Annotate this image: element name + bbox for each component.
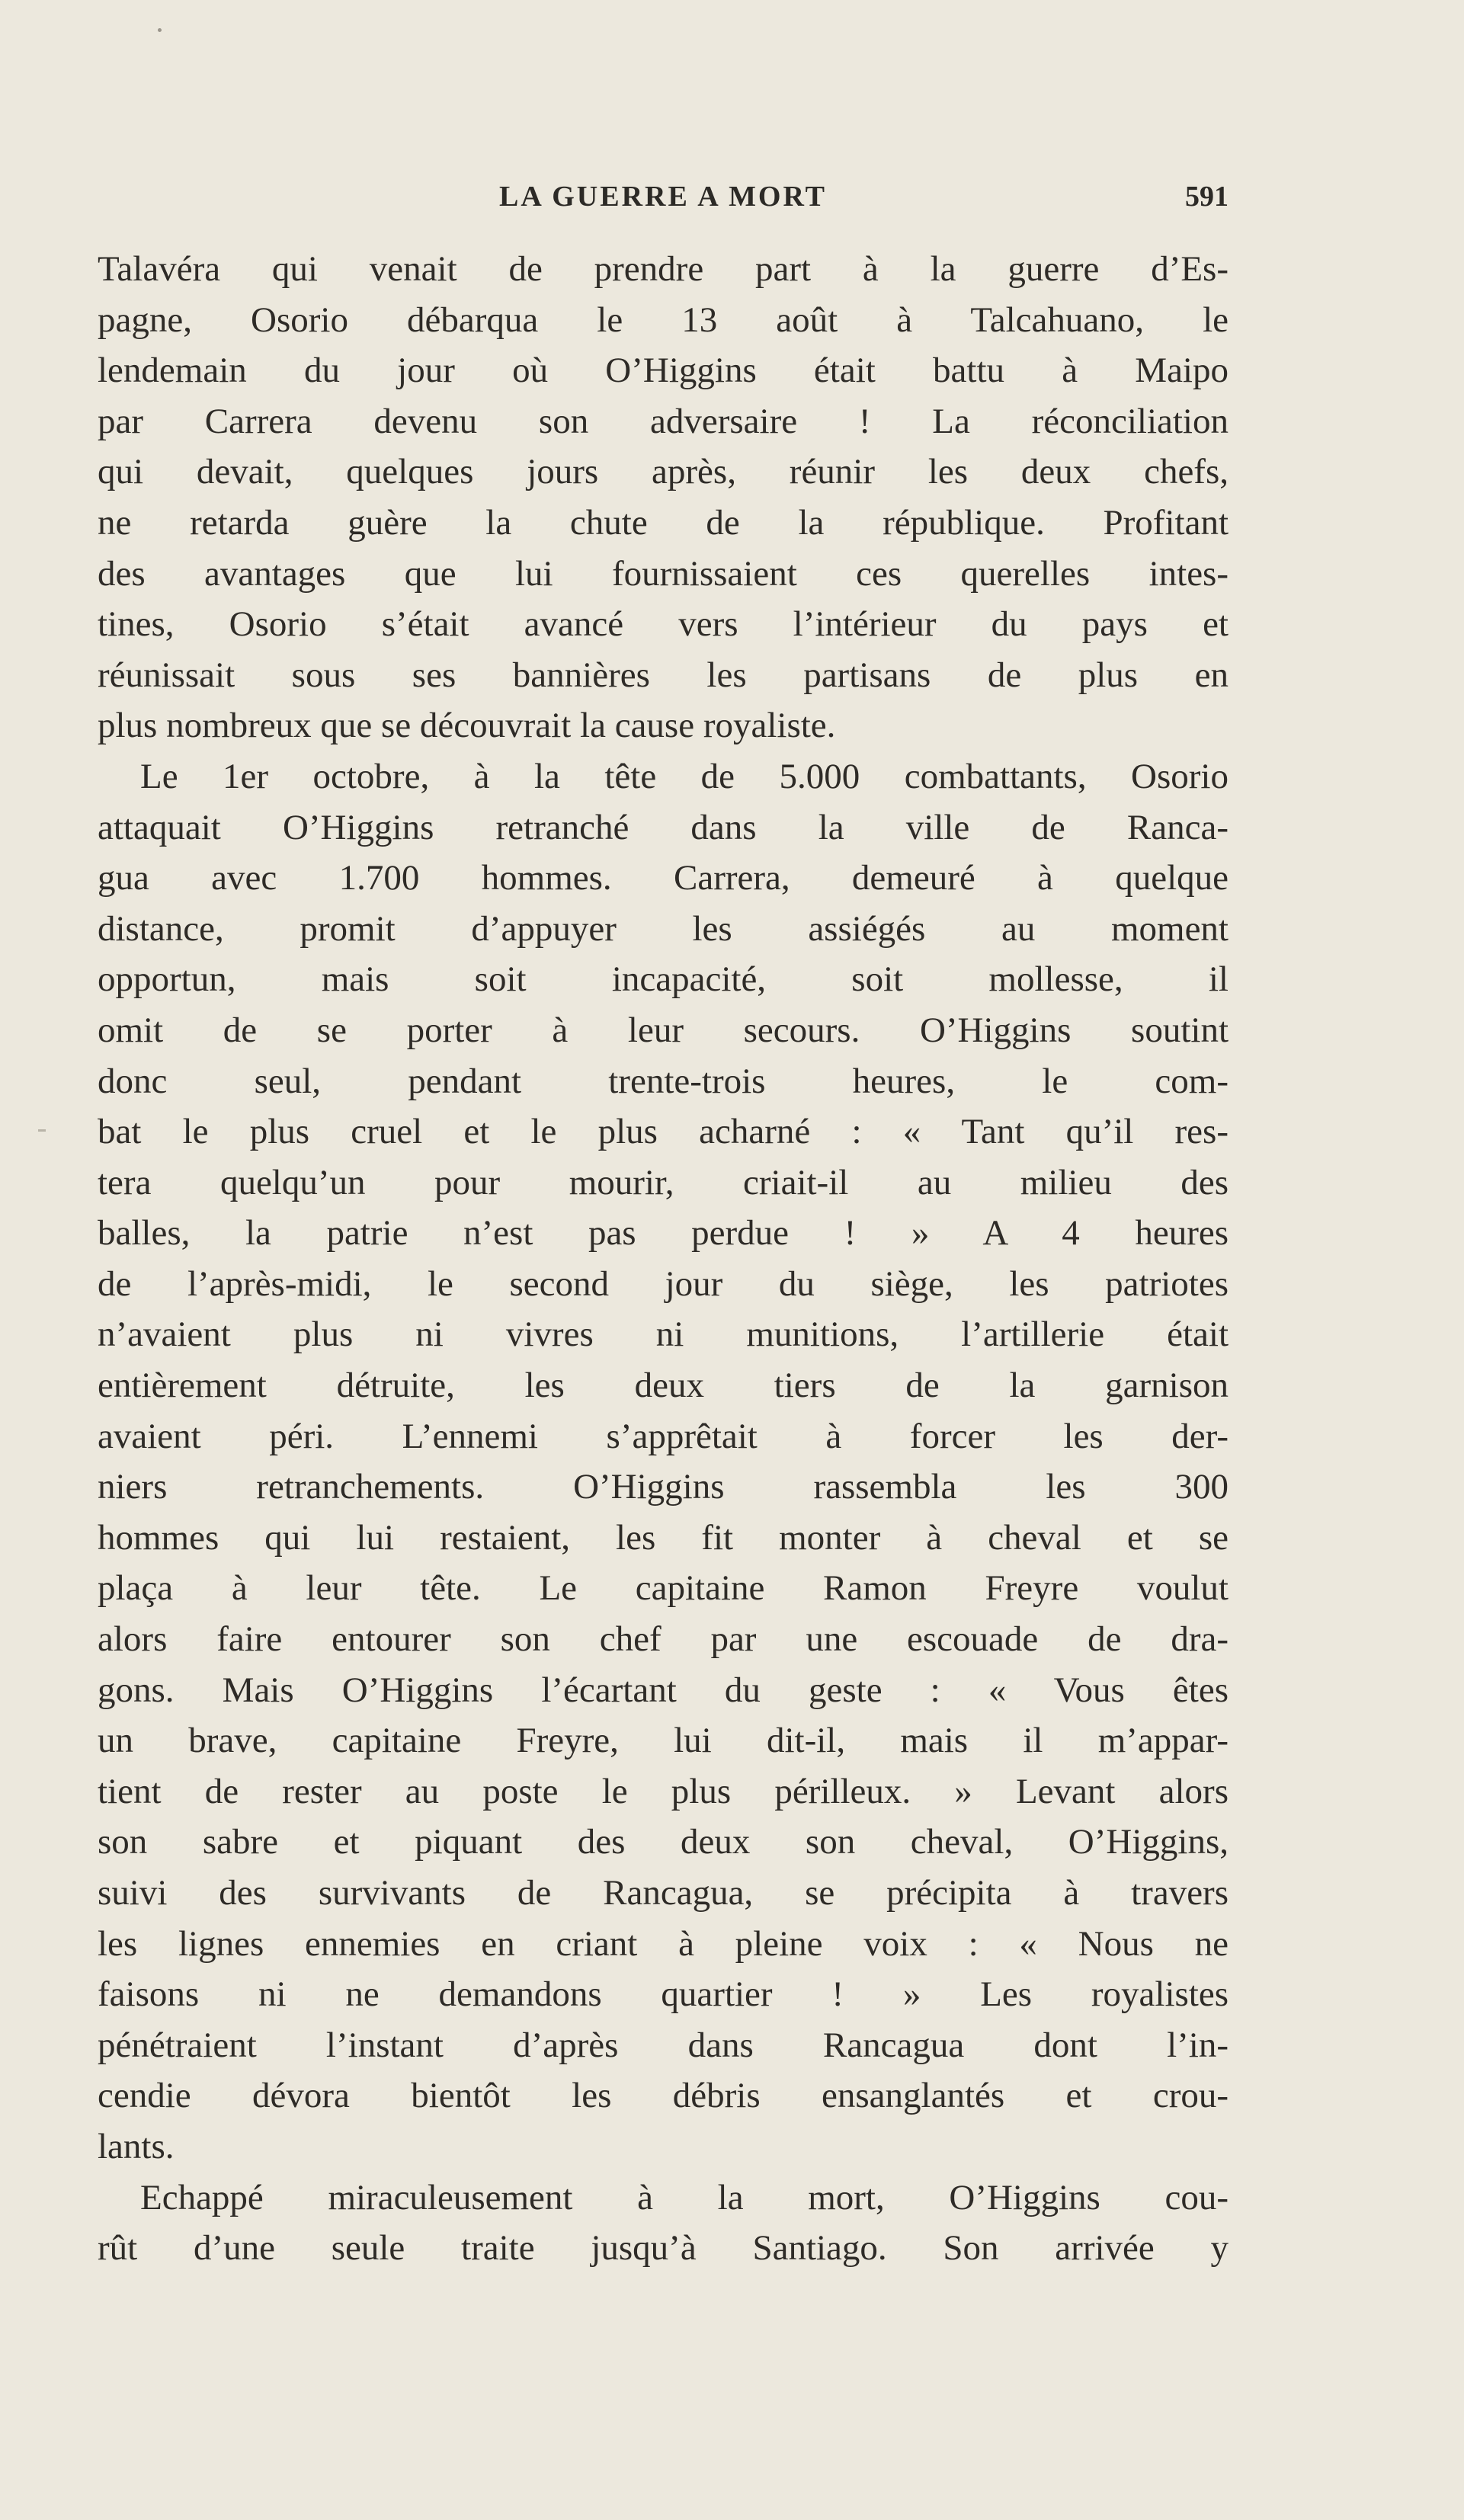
- body-text: [98, 244, 1229, 2274]
- text-line-content: bat le plus cruel et le plus acharné : « Tant qu’il res-: [98, 1112, 1229, 1152]
- text-line: pénétraient l’instant d’après dans Rancagua dont l’in-: [98, 2025, 1229, 2065]
- paragraph-start-line: Le 1er octobre, à la tête de 5.000 combattants, Osorio: [140, 756, 1229, 796]
- text-line: avaient péri. L’ennemi s’apprêtait à forcer les der-: [98, 1416, 1229, 1456]
- text-line: Talavéra qui venait de prendre part à la guerre d’Es-: [98, 249, 1229, 289]
- text-line: pagne, Osorio débarqua le 13 août à Talcahuano, le: [98, 299, 1229, 340]
- running-head: [98, 174, 1229, 219]
- text-line: rût d’une seule traite jusqu’à Santiago. Son arrivée y: [98, 2228, 1229, 2269]
- text-line: opportun, mais soit incapacité, soit mollesse, il: [98, 959, 1229, 1000]
- page-number: 591: [1185, 181, 1229, 213]
- text-line: réunissait sous ses bannières les partisans de plus en: [98, 655, 1229, 695]
- text-line: les lignes ennemies en criant à pleine voix : « Nous ne: [98, 1923, 1229, 1964]
- running-title: LA GUERRE A MORT: [499, 181, 827, 213]
- text-line: qui devait, quelques jours après, réunir les deux chefs,: [98, 452, 1229, 492]
- text-line: suivi des survivants de Rancagua, se précipita à travers: [98, 1873, 1229, 1913]
- text-line: cendie dévora bientôt les débris ensanglantés et crou-: [98, 2076, 1229, 2116]
- text-line: ne retarda guère la chute de la république. Profitant: [98, 502, 1229, 543]
- text-line: faisons ni ne demandons quartier ! » Les royalistes: [98, 1974, 1229, 2015]
- text-line: distance, promit d’appuyer les assiégés au moment: [98, 908, 1229, 949]
- paper-speck: [158, 28, 162, 32]
- text-line: plaça à leur tête. Le capitaine Ramon Freyre voulut: [98, 1568, 1229, 1609]
- text-line: donc seul, pendant trente-trois heures, le com-: [98, 1061, 1229, 1101]
- text-line: omit de se porter à leur secours. O’Higgins soutint: [98, 1010, 1229, 1050]
- text-line: balles, la patrie n’est pas perdue ! » A 4 heures: [98, 1213, 1229, 1254]
- text-line: par Carrera devenu son adversaire ! La réconciliation: [98, 401, 1229, 441]
- paragraph-start-line: Echappé miraculeusement à la mort, O’Higgins cou-: [140, 2177, 1229, 2217]
- text-line: de l’après-midi, le second jour du siège, les patriotes: [98, 1263, 1229, 1304]
- text-line: [98, 1106, 1229, 1158]
- text-line: des avantages que lui fournissaient ces querelles intes-: [98, 553, 1229, 594]
- text-line: son sabre et piquant des deux son cheval, O’Higgins,: [98, 1822, 1229, 1862]
- text-line: lendemain du jour où O’Higgins était battu à Maipo: [98, 351, 1229, 391]
- text-line: n’avaient plus ni vivres ni munitions, l’artillerie était: [98, 1314, 1229, 1355]
- text-line: plus nombreux que se découvrait la cause royaliste.: [98, 706, 836, 746]
- text-line: tient de rester au poste le plus périlleux. » Levant alors: [98, 1771, 1229, 1811]
- text-line: lants.: [98, 2126, 175, 2166]
- text-line: alors faire entourer son chef par une escouade de dra-: [98, 1619, 1229, 1660]
- text-line: un brave, capitaine Freyre, lui dit-il, mais il m’appar-: [98, 1721, 1229, 1761]
- text-line: hommes qui lui restaient, les fit monter à cheval et se: [98, 1517, 1229, 1558]
- margin-mark: [38, 1129, 46, 1132]
- text-line: gua avec 1.700 hommes. Carrera, demeuré à quelque: [98, 858, 1229, 898]
- text-line: tera quelqu’un pour mourir, criait-il au milieu des: [98, 1162, 1229, 1202]
- text-line: niers retranchements. O’Higgins rassembla les 300: [98, 1467, 1229, 1507]
- text-line: attaquait O’Higgins retranché dans la ville de Ranca-: [98, 807, 1229, 847]
- text-line: gons. Mais O’Higgins l’écartant du geste : « Vous êtes: [98, 1670, 1229, 1710]
- text-line: tines, Osorio s’était avancé vers l’intérieur du pays et: [98, 604, 1229, 645]
- text-line: entièrement détruite, les deux tiers de la garnison: [98, 1366, 1229, 1406]
